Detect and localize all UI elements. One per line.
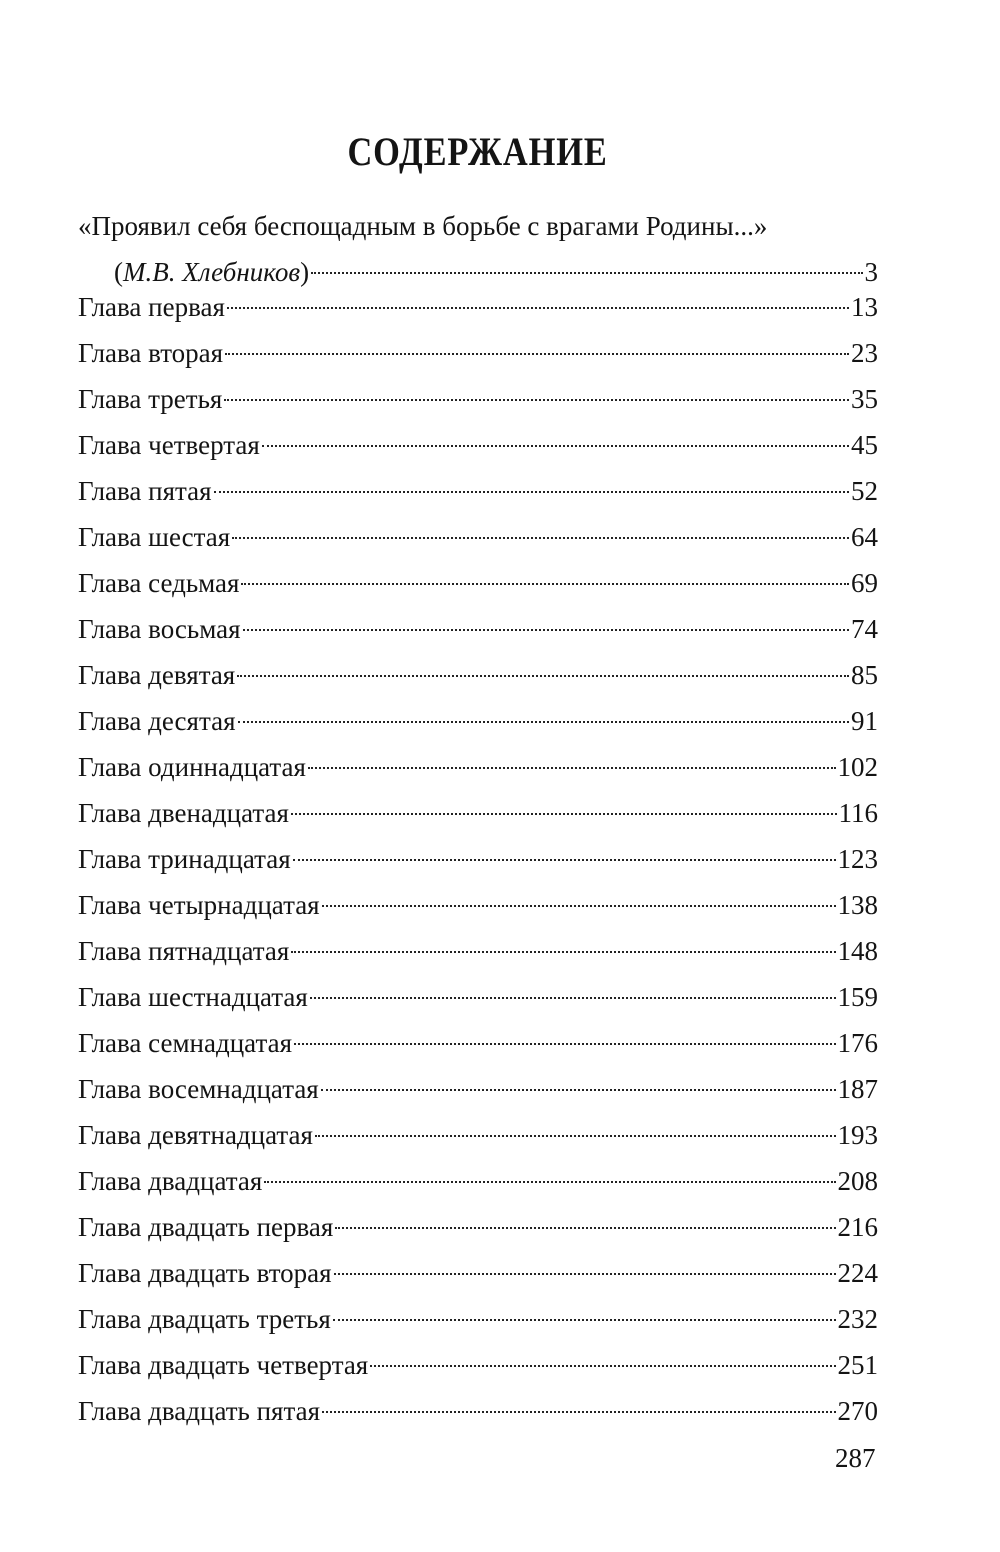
toc-entry <box>78 376 878 422</box>
toc-entry-page: 232 <box>837 1304 878 1334</box>
toc-entry-label: Глава двадцать четвертая <box>78 1350 369 1380</box>
toc-entry <box>78 284 878 330</box>
toc-entry-label: Глава семнадцатая <box>78 1028 292 1058</box>
dot-leader <box>310 997 836 999</box>
dot-leader <box>322 1411 835 1413</box>
toc-entry-page: 35 <box>851 384 878 414</box>
toc-entry <box>78 1296 878 1342</box>
toc-entry <box>78 1342 878 1388</box>
dot-leader <box>264 1181 835 1183</box>
dot-leader <box>311 272 862 274</box>
toc-entry <box>78 468 878 514</box>
intro-author: (М.В. Хлебников) <box>114 257 310 287</box>
toc-entry-page: 91 <box>851 706 878 736</box>
toc-entry-page: 64 <box>851 522 878 552</box>
dot-leader <box>238 721 850 723</box>
toc-entry <box>78 1250 878 1296</box>
toc-entry-page: 45 <box>851 430 878 460</box>
toc-entry <box>78 1388 878 1434</box>
toc-entry <box>78 1158 878 1204</box>
dot-leader <box>237 675 849 677</box>
toc-entry-page: 52 <box>851 476 878 506</box>
toc-entry <box>78 882 878 928</box>
dot-leader <box>334 1273 836 1275</box>
toc-entry-label: Глава первая <box>78 292 225 322</box>
toc-entry <box>78 1112 878 1158</box>
toc-entry <box>78 606 878 652</box>
toc-entry-label: Глава тринадцатая <box>78 844 291 874</box>
dot-leader <box>315 1135 836 1137</box>
toc-entry-label: Глава восьмая <box>78 614 241 644</box>
toc-entry <box>78 422 878 468</box>
dot-leader <box>333 1319 836 1321</box>
toc-entry-label: Глава двадцать третья <box>78 1304 331 1334</box>
dot-leader <box>291 951 835 953</box>
intro-entry <box>78 203 878 295</box>
page-title: СОДЕРЖАНИЕ <box>347 129 608 174</box>
toc-entry-page: 187 <box>837 1074 878 1104</box>
toc-entry-page: 23 <box>851 338 878 368</box>
toc-entry-page: 123 <box>837 844 878 874</box>
toc-entry <box>78 330 878 376</box>
toc-entry-page: 69 <box>851 568 878 598</box>
toc-entry <box>78 744 878 790</box>
toc-entry-label: Глава двадцать вторая <box>78 1258 332 1288</box>
toc-entry-label: Глава четвертая <box>78 430 260 460</box>
toc-entry-label: Глава шестнадцатая <box>78 982 308 1012</box>
toc-entry-page: 13 <box>851 292 878 322</box>
toc-entry-label: Глава вторая <box>78 338 224 368</box>
dot-leader <box>322 905 836 907</box>
toc-entry-page: 116 <box>838 798 878 828</box>
dot-leader <box>308 767 836 769</box>
toc-entry-label: Глава третья <box>78 384 223 414</box>
toc-entry-label: Глава десятая <box>78 706 236 736</box>
dot-leader <box>224 399 849 401</box>
toc-entry-label: Глава двенадцатая <box>78 798 289 828</box>
toc-entry-label: Глава четырнадцатая <box>78 890 320 920</box>
folio-page-number: 287 <box>835 1443 876 1473</box>
toc-entry-page: 251 <box>837 1350 878 1380</box>
toc-entry-page: 102 <box>837 752 878 782</box>
toc-entry-label: Глава шестая <box>78 522 231 552</box>
dot-leader <box>321 1089 836 1091</box>
toc-entry-page: 176 <box>837 1028 878 1058</box>
toc-entry-label: Глава пятнадцатая <box>78 936 290 966</box>
toc-entry-page: 193 <box>837 1120 878 1150</box>
toc-list <box>78 284 878 1434</box>
dot-leader <box>241 583 849 585</box>
toc-entry <box>78 790 878 836</box>
toc-entry-label: Глава девятнадцатая <box>78 1120 313 1150</box>
dot-leader <box>262 445 849 447</box>
toc-entry-label: Глава восемнадцатая <box>78 1074 319 1104</box>
intro-author-name: М.В. Хлебников <box>123 257 301 287</box>
dot-leader <box>243 629 849 631</box>
toc-entry-label: Глава девятая <box>78 660 236 690</box>
dot-leader <box>335 1227 835 1229</box>
dot-leader <box>227 307 849 309</box>
toc-entry-label: Глава двадцатая <box>78 1166 263 1196</box>
intro-page-number: 3 <box>864 257 878 287</box>
toc-entry-page: 270 <box>837 1396 878 1426</box>
toc-entry-page: 138 <box>837 890 878 920</box>
toc-entry-page: 85 <box>851 660 878 690</box>
dot-leader <box>293 859 836 861</box>
toc-entry-label: Глава двадцать первая <box>78 1212 334 1242</box>
toc-entry <box>78 974 878 1020</box>
toc-entry-page: 148 <box>837 936 878 966</box>
toc-entry-label: Глава пятая <box>78 476 212 506</box>
dot-leader <box>291 813 837 815</box>
toc-entry-label: Глава двадцать пятая <box>78 1396 321 1426</box>
toc-entry-label: Глава седьмая <box>78 568 240 598</box>
toc-entry-page: 224 <box>837 1258 878 1288</box>
dot-leader <box>294 1043 836 1045</box>
toc-entry <box>78 652 878 698</box>
toc-entry-page: 159 <box>837 982 878 1012</box>
toc-entry <box>78 514 878 560</box>
intro-quote: «Проявил себя беспощадным в борьбе с врагами Родины...» <box>78 211 768 241</box>
toc-entry-page: 216 <box>837 1212 878 1242</box>
dot-leader <box>214 491 849 493</box>
toc-entry <box>78 698 878 744</box>
toc-entry <box>78 1204 878 1250</box>
toc-entry-page: 208 <box>837 1166 878 1196</box>
dot-leader <box>225 353 849 355</box>
dot-leader <box>232 537 849 539</box>
dot-leader <box>370 1365 835 1367</box>
toc-entry <box>78 928 878 974</box>
toc-entry <box>78 1020 878 1066</box>
toc-entry <box>78 560 878 606</box>
toc-entry-label: Глава одиннадцатая <box>78 752 306 782</box>
toc-entry <box>78 836 878 882</box>
toc-entry <box>78 1066 878 1112</box>
toc-entry-page: 74 <box>851 614 878 644</box>
